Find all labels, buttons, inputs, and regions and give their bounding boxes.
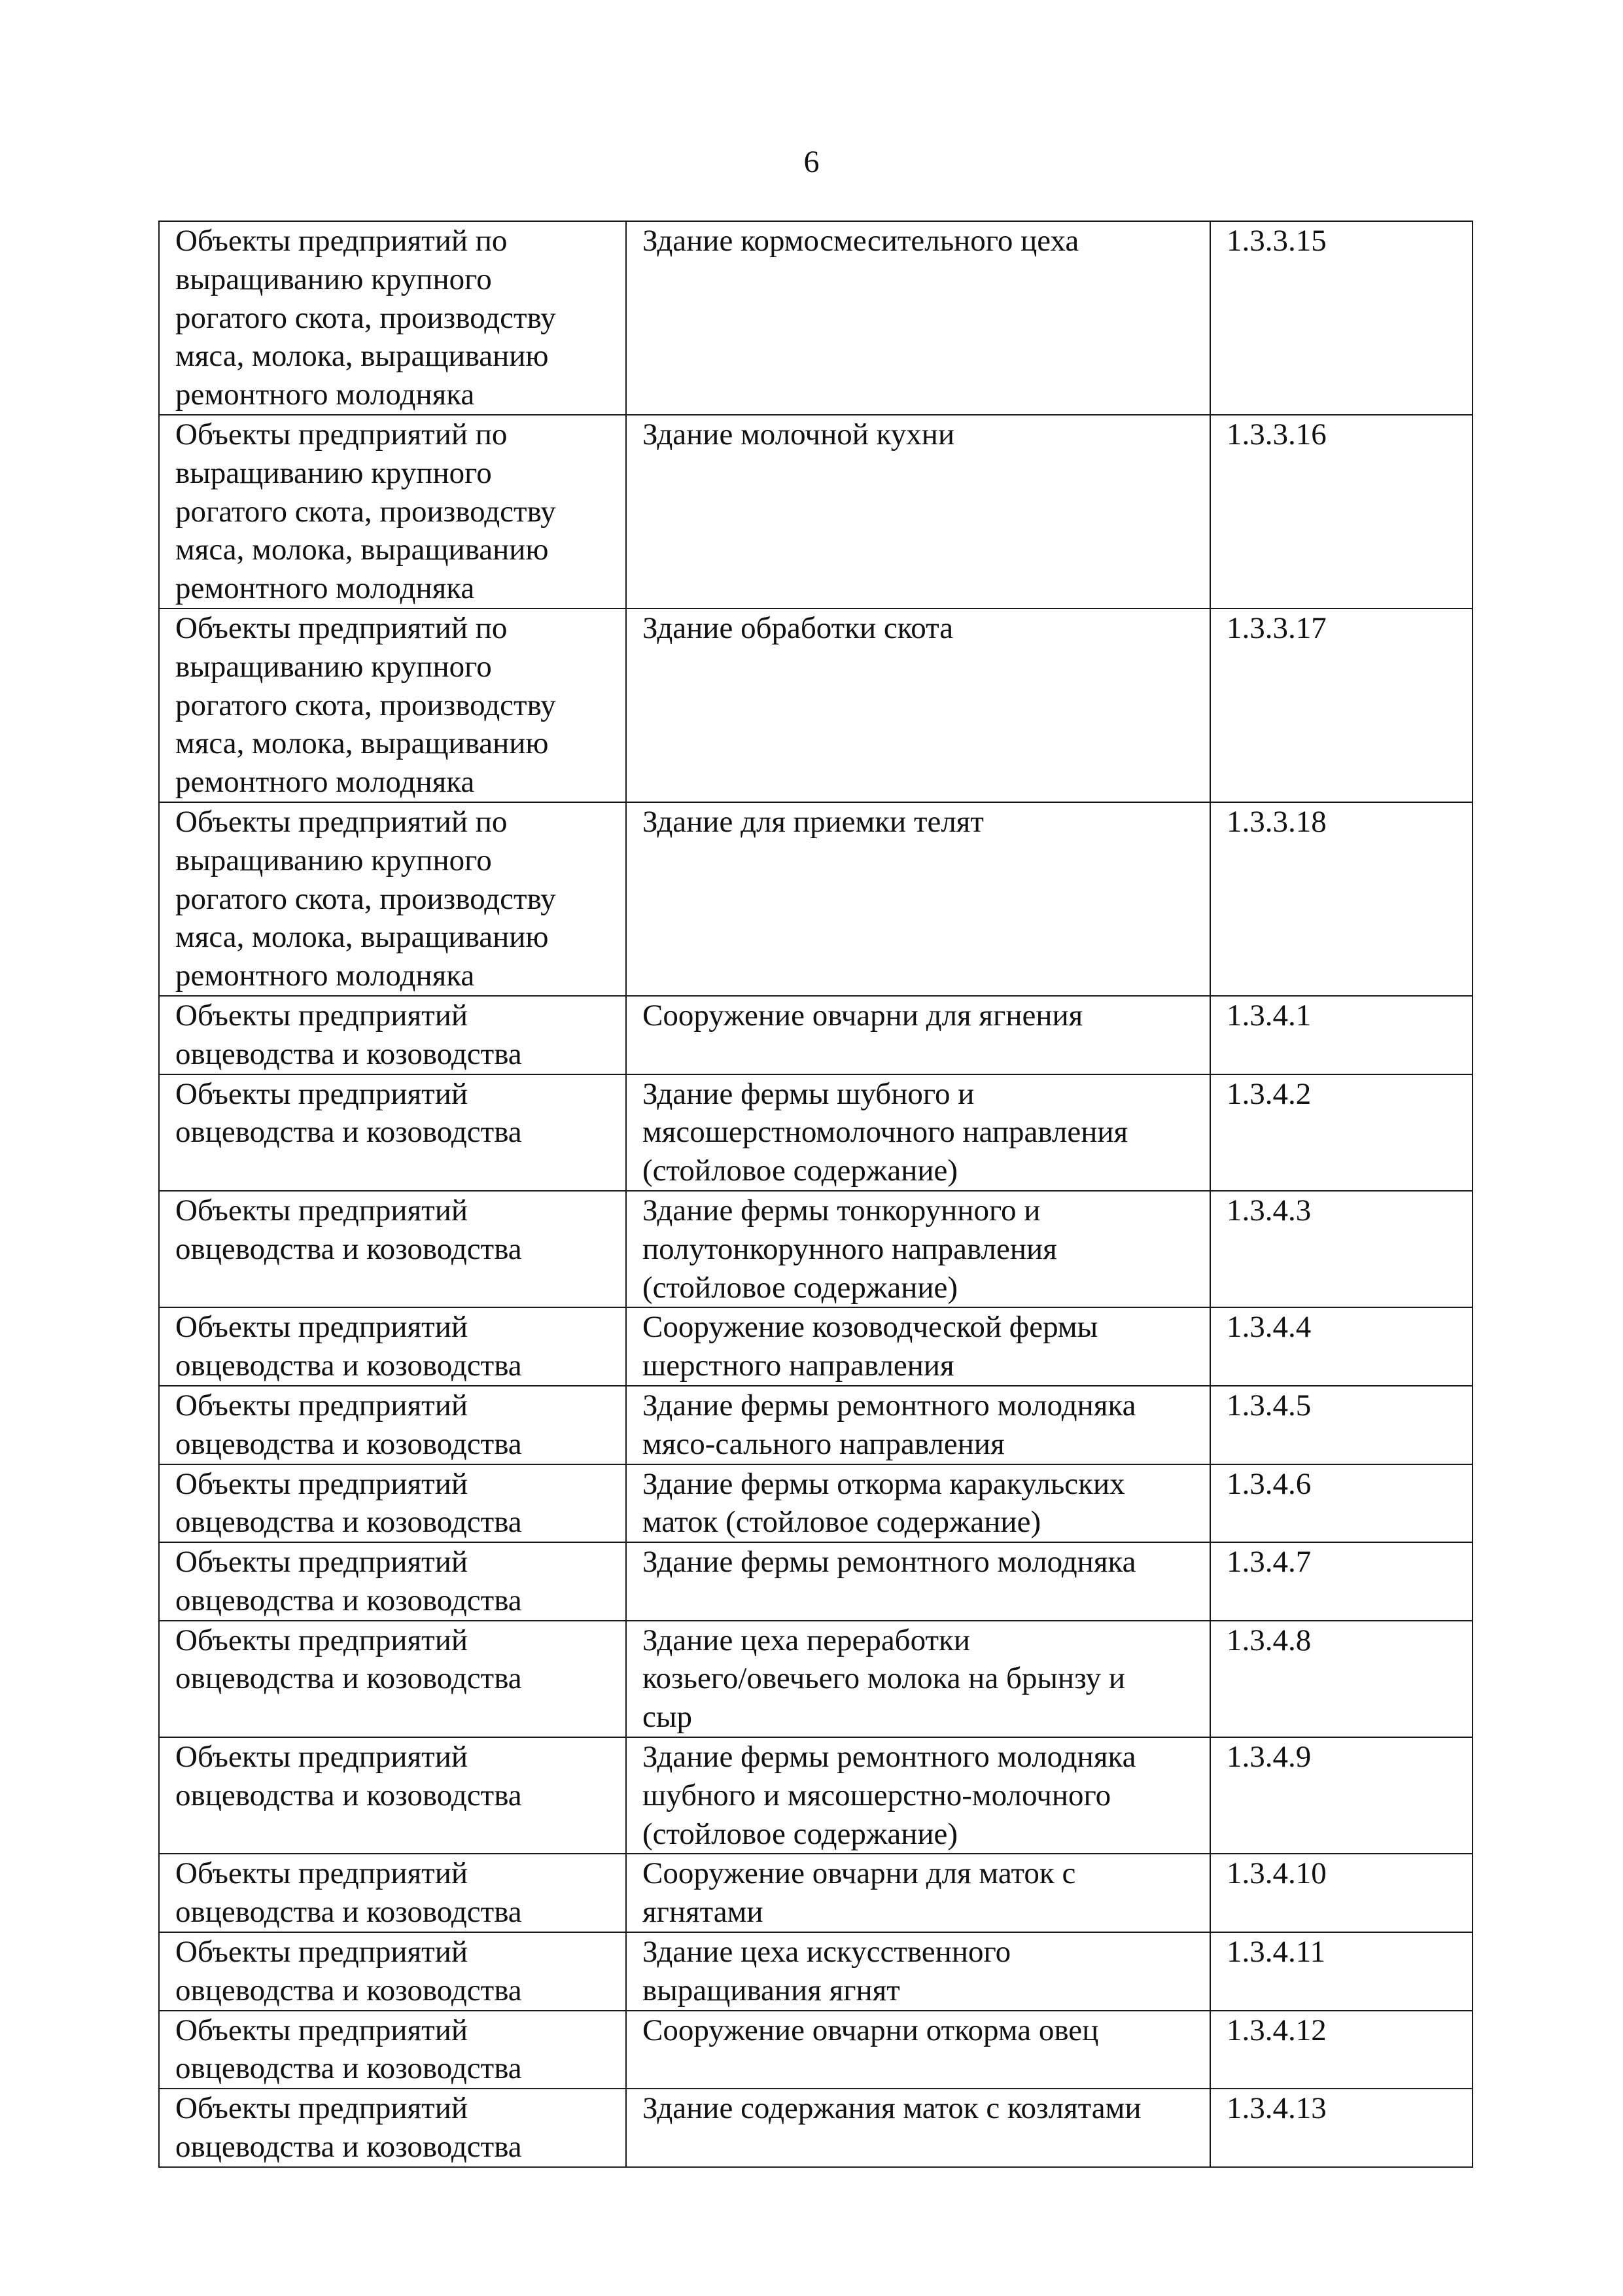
code-cell-text: 1.3.4.12 <box>1227 2013 1327 2047</box>
facility-name-cell <box>626 1464 1210 1543</box>
object-type-cell-text: Объекты предприятий овцеводства и козоводства <box>175 1310 522 1383</box>
code-cell-text: 1.3.4.13 <box>1227 2091 1327 2126</box>
code-cell-text: 1.3.4.9 <box>1227 1740 1312 1775</box>
facility-table <box>158 221 1473 2168</box>
facility-name-cell-text: Здание фермы шубного и мясошерстномолочного направления (стойловое содержание) <box>642 1076 1128 1188</box>
table-row <box>159 1542 1473 1621</box>
object-type-cell <box>159 2011 626 2089</box>
code-cell <box>1210 996 1473 1074</box>
facility-name-cell <box>626 415 1210 609</box>
table-row <box>159 1386 1473 1464</box>
code-cell-text: 1.3.4.7 <box>1227 1545 1312 1580</box>
table-row <box>159 1307 1473 1386</box>
object-type-cell-text: Объекты предприятий овцеводства и козоводства <box>175 1193 522 1266</box>
code-cell-text: 1.3.4.11 <box>1227 1935 1326 1969</box>
table-row <box>159 1737 1473 1854</box>
object-type-cell-text: Объекты предприятий по выращиванию крупного рогатого скота, производству мяса, молока, выращиванию ремонтного молодняка <box>175 804 556 993</box>
facility-name-cell <box>626 1621 1210 1737</box>
facility-name-cell <box>626 802 1210 996</box>
code-cell-text: 1.3.4.1 <box>1227 998 1312 1033</box>
code-cell-text: 1.3.3.15 <box>1227 224 1327 258</box>
code-cell <box>1210 609 1473 802</box>
object-type-cell-text: Объекты предприятий овцеводства и козоводства <box>175 1388 522 1461</box>
table-row <box>159 996 1473 1074</box>
object-type-cell <box>159 1191 626 1307</box>
object-type-cell <box>159 996 626 1074</box>
object-type-cell <box>159 1074 626 1191</box>
object-type-cell <box>159 415 626 609</box>
table-row <box>159 1191 1473 1307</box>
object-type-cell <box>159 1621 626 1737</box>
code-cell <box>1210 1621 1473 1737</box>
object-type-cell-text: Объекты предприятий овцеводства и козоводства <box>175 1935 522 2007</box>
facility-name-cell <box>626 609 1210 802</box>
object-type-cell <box>159 1464 626 1543</box>
code-cell <box>1210 2089 1473 2167</box>
facility-name-cell <box>626 996 1210 1074</box>
code-cell <box>1210 1737 1473 1854</box>
object-type-cell-text: Объекты предприятий по выращиванию крупного рогатого скота, производству мяса, молока, выращиванию ремонтного молодняка <box>175 610 556 800</box>
facility-name-cell <box>626 1932 1210 2011</box>
object-type-cell <box>159 221 626 415</box>
facility-name-cell <box>626 1386 1210 1464</box>
table-row <box>159 609 1473 802</box>
facility-name-cell <box>626 1542 1210 1621</box>
code-cell-text: 1.3.4.10 <box>1227 1856 1327 1891</box>
code-cell <box>1210 802 1473 996</box>
code-cell <box>1210 1932 1473 2011</box>
code-cell <box>1210 1542 1473 1621</box>
facility-name-cell-text: Здание фермы ремонтного молодняка шубного и мясошерстно-молочного (стойловое содержание) <box>642 1740 1136 1851</box>
object-type-cell <box>159 802 626 996</box>
table-row <box>159 415 1473 609</box>
object-type-cell-text: Объекты предприятий овцеводства и козоводства <box>175 1545 522 1617</box>
code-cell <box>1210 1191 1473 1307</box>
object-type-cell <box>159 1386 626 1464</box>
table-body <box>159 221 1473 2167</box>
object-type-cell <box>159 1854 626 1932</box>
code-cell <box>1210 415 1473 609</box>
facility-name-cell-text: Здание фермы ремонтного молодняка <box>642 1545 1136 1580</box>
object-type-cell <box>159 1542 626 1621</box>
object-type-cell-text: Объекты предприятий овцеводства и козоводства <box>175 1740 522 1812</box>
object-type-cell-text: Объекты предприятий овцеводства и козоводства <box>175 1076 522 1150</box>
facility-name-cell-text: Здание цеха искусственного выращивания ягнят <box>642 1935 1011 2007</box>
facility-name-cell <box>626 1854 1210 1932</box>
code-cell <box>1210 1386 1473 1464</box>
code-cell <box>1210 1307 1473 1386</box>
table-row <box>159 2089 1473 2167</box>
facility-name-cell-text: Здание содержания маток с козлятами <box>642 2091 1142 2126</box>
code-cell-text: 1.3.4.4 <box>1227 1310 1312 1345</box>
code-cell <box>1210 221 1473 415</box>
code-cell-text: 1.3.3.17 <box>1227 610 1327 645</box>
facility-name-cell-text: Сооружение овчарни откорма овец <box>642 2013 1099 2047</box>
code-cell-text: 1.3.3.18 <box>1227 804 1327 839</box>
facility-name-cell <box>626 2011 1210 2089</box>
code-cell-text: 1.3.4.3 <box>1227 1193 1312 1227</box>
facility-name-cell-text: Здание фермы откорма каракульских маток (стойловое содержание) <box>642 1466 1125 1540</box>
table-row <box>159 1854 1473 1932</box>
object-type-cell-text: Объекты предприятий овцеводства и козоводства <box>175 998 522 1071</box>
code-cell-text: 1.3.4.5 <box>1227 1388 1312 1422</box>
object-type-cell-text: Объекты предприятий по выращиванию крупного рогатого скота, производству мяса, молока, выращиванию ремонтного молодняка <box>175 224 556 412</box>
object-type-cell-text: Объекты предприятий овцеводства и козоводства <box>175 1466 522 1540</box>
object-type-cell-text: Объекты предприятий овцеводства и козоводства <box>175 1623 522 1696</box>
object-type-cell-text: Объекты предприятий овцеводства и козоводства <box>175 2013 522 2086</box>
object-type-cell-text: Объекты предприятий по выращиванию крупного рогатого скота, производству мяса, молока, выращиванию ремонтного молодняка <box>175 417 556 606</box>
code-cell <box>1210 2011 1473 2089</box>
table-row <box>159 221 1473 415</box>
object-type-cell-text: Объекты предприятий овцеводства и козоводства <box>175 2091 522 2164</box>
facility-name-cell-text: Здание цеха переработки козьего/овечьего молока на брынзу и сыр <box>642 1623 1126 1735</box>
facility-name-cell-text: Здание фермы тонкорунного и полутонкорунного направления (стойловое содержание) <box>642 1193 1057 1305</box>
code-cell <box>1210 1074 1473 1191</box>
facility-name-cell-text: Здание молочной кухни <box>642 417 955 451</box>
table-row <box>159 2011 1473 2089</box>
code-cell-text: 1.3.4.2 <box>1227 1076 1312 1111</box>
facility-name-cell-text: Сооружение козоводческой фермы шерстного направления <box>642 1310 1098 1383</box>
code-cell-text: 1.3.3.16 <box>1227 417 1327 451</box>
facility-name-cell-text: Сооружение овчарни для маток с ягнятами <box>642 1856 1076 1930</box>
page-number: 6 <box>803 145 820 179</box>
table-row <box>159 1621 1473 1737</box>
code-cell-text: 1.3.4.6 <box>1227 1466 1312 1501</box>
facility-name-cell-text: Здание фермы ремонтного молодняка мясо-сального направления <box>642 1388 1136 1461</box>
table-row <box>159 802 1473 996</box>
object-type-cell-text: Объекты предприятий овцеводства и козоводства <box>175 1856 522 1930</box>
code-cell <box>1210 1464 1473 1543</box>
object-type-cell <box>159 1307 626 1386</box>
object-type-cell <box>159 609 626 802</box>
object-type-cell <box>159 1737 626 1854</box>
facility-name-cell <box>626 1737 1210 1854</box>
code-cell <box>1210 1854 1473 1932</box>
facility-name-cell-text: Сооружение овчарни для ягнения <box>642 998 1083 1033</box>
object-type-cell <box>159 2089 626 2167</box>
object-type-cell <box>159 1932 626 2011</box>
facility-name-cell <box>626 1191 1210 1307</box>
facility-name-cell-text: Здание кормосмесительного цеха <box>642 224 1079 258</box>
facility-name-cell <box>626 1307 1210 1386</box>
table-row <box>159 1464 1473 1543</box>
facility-name-cell <box>626 1074 1210 1191</box>
code-cell-text: 1.3.4.8 <box>1227 1623 1312 1657</box>
table-row <box>159 1932 1473 2011</box>
facility-name-cell-text: Здание обработки скота <box>642 610 954 645</box>
table-row <box>159 1074 1473 1191</box>
facility-name-cell-text: Здание для приемки телят <box>642 804 984 839</box>
facility-name-cell <box>626 221 1210 415</box>
facility-name-cell <box>626 2089 1210 2167</box>
